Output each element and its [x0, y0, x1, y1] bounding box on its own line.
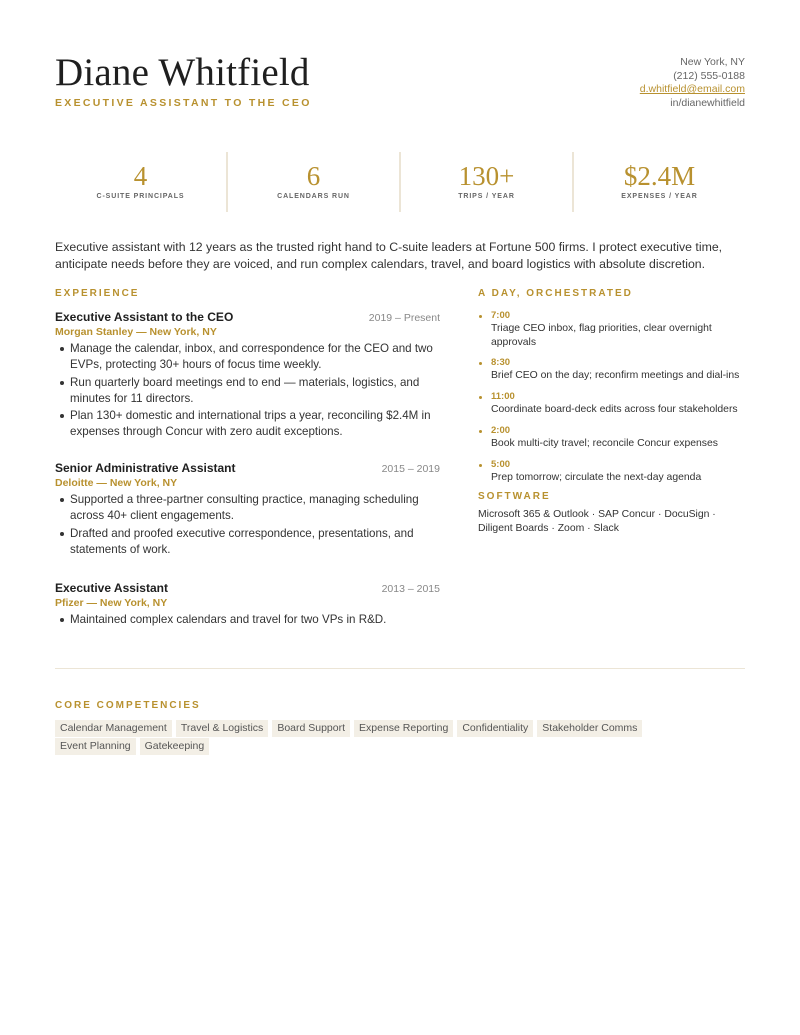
job-company: Morgan Stanley — New York, NY — [55, 326, 217, 338]
stat-value: 6 — [306, 161, 321, 191]
section-heading-experience: EXPERIENCE — [55, 288, 140, 299]
phone-text: (212) 555-0188 — [673, 69, 745, 82]
competency-tag: Board Support — [272, 720, 350, 737]
software-list: Microsoft 365 & Outlook · SAP Concur · DocuSign · Diligent Boards · Zoom · Slack — [478, 509, 716, 535]
job-dates: 2015 – 2019 — [381, 463, 440, 475]
day-text: Triage CEO inbox, flag priorities, clear overnight approvals — [491, 323, 712, 348]
day-time: 7:00 — [491, 310, 511, 321]
job-dates: 2019 – Present — [368, 312, 440, 324]
day-text: Coordinate board-deck edits across four stakeholders — [491, 404, 738, 416]
competency-tag: Event Planning — [55, 738, 136, 755]
day-section — [478, 288, 745, 537]
day-time: 2:00 — [491, 424, 511, 436]
competency-tag: Confidentiality — [457, 720, 533, 737]
stat-principals — [55, 152, 226, 212]
job-bullet: Drafted and proofed executive correspondence, presentations, and statements of work. — [55, 526, 440, 558]
stat-value: $2.4M — [623, 161, 696, 191]
section-heading-core: CORE COMPETENCIES — [55, 700, 201, 711]
section-divider — [55, 668, 745, 669]
job-entry — [55, 310, 440, 440]
stat-calendars — [226, 152, 399, 212]
candidate-name: Diane Whitfield — [55, 51, 310, 94]
stats-row — [55, 152, 745, 212]
core-competencies-section — [55, 700, 745, 755]
experience-section — [55, 288, 440, 629]
stat-value: 130+ — [458, 161, 515, 191]
stat-label: C-SUITE PRINCIPALS — [96, 193, 185, 200]
job-title: Executive Assistant to the CEO — [55, 310, 234, 324]
stat-trips — [399, 152, 572, 212]
competency-tags — [55, 720, 705, 755]
job-bullet: Run quarterly board meetings end to end — materials, logistics, and minutes for 11 directors. — [55, 375, 440, 407]
job-bullet: Maintained complex calendars and travel for two VPs in R&D. — [55, 612, 440, 628]
contact-block — [640, 56, 745, 110]
day-time: 8:30 — [491, 357, 511, 369]
job-dates: 2013 – 2015 — [381, 582, 440, 595]
job-bullets — [55, 341, 440, 440]
job-role-title: EXECUTIVE ASSISTANT TO THE CEO — [55, 97, 312, 109]
job-entry — [55, 581, 440, 628]
day-text: Book multi-city travel; reconcile Concur expenses — [491, 437, 718, 449]
competency-tag: Travel & Logistics — [176, 720, 268, 737]
job-bullet: Plan 130+ domestic and international trips a year, reconciling $2.4M in expenses through Concur with zero audit exceptions. — [55, 408, 440, 440]
day-item — [478, 458, 745, 485]
stat-label: TRIPS / YEAR — [458, 193, 515, 200]
job-entry — [55, 461, 440, 558]
day-item — [478, 356, 745, 383]
job-bullet: Manage the calendar, inbox, and correspondence for the CEO and two EVPs, protecting 30+ hours of focus time weekly. — [55, 341, 440, 373]
job-bullets — [55, 612, 440, 628]
stat-value: 4 — [133, 161, 148, 191]
stat-label: CALENDARS RUN — [277, 193, 350, 200]
summary-paragraph: Executive assistant with 12 years as the trusted right hand to C-suite leaders at Fortune 500 firms. I protect executive time, anticipate needs before they are voiced, and run complex calendars, travel, and board logistics with absolute discretion. — [55, 240, 723, 271]
day-time: 5:00 — [491, 458, 511, 470]
day-item — [478, 390, 745, 417]
day-time: 11:00 — [491, 391, 515, 403]
competency-tag: Expense Reporting — [354, 720, 453, 737]
section-heading-software: SOFTWARE — [478, 491, 551, 503]
email-link[interactable]: d.whitfield@email.com — [639, 83, 745, 96]
job-company: Pfizer — New York, NY — [55, 596, 168, 609]
competency-tag: Stakeholder Comms — [537, 720, 642, 737]
job-company: Deloitte — New York, NY — [55, 477, 178, 489]
day-text: Brief CEO on the day; reconfirm meetings and dial-ins — [491, 370, 740, 382]
competency-tag: Calendar Management — [55, 720, 172, 737]
job-bullets — [55, 492, 440, 558]
stat-label: EXPENSES / YEAR — [621, 193, 698, 200]
job-bullet: Supported a three-partner consulting practice, managing scheduling across 40+ client engagements. — [55, 492, 440, 524]
stat-expenses — [572, 152, 745, 212]
job-title: Executive Assistant — [55, 580, 168, 595]
section-heading-day: A DAY, ORCHESTRATED — [478, 288, 633, 299]
job-title: Senior Administrative Assistant — [55, 461, 236, 475]
day-item — [478, 309, 745, 349]
competency-tag: Gatekeeping — [140, 738, 210, 755]
location-text: New York, NY — [680, 56, 745, 68]
day-text: Prep tomorrow; circulate the next-day agenda — [491, 471, 702, 483]
day-item — [478, 424, 745, 451]
linkedin-text: in/dianewhitfield — [670, 96, 745, 109]
